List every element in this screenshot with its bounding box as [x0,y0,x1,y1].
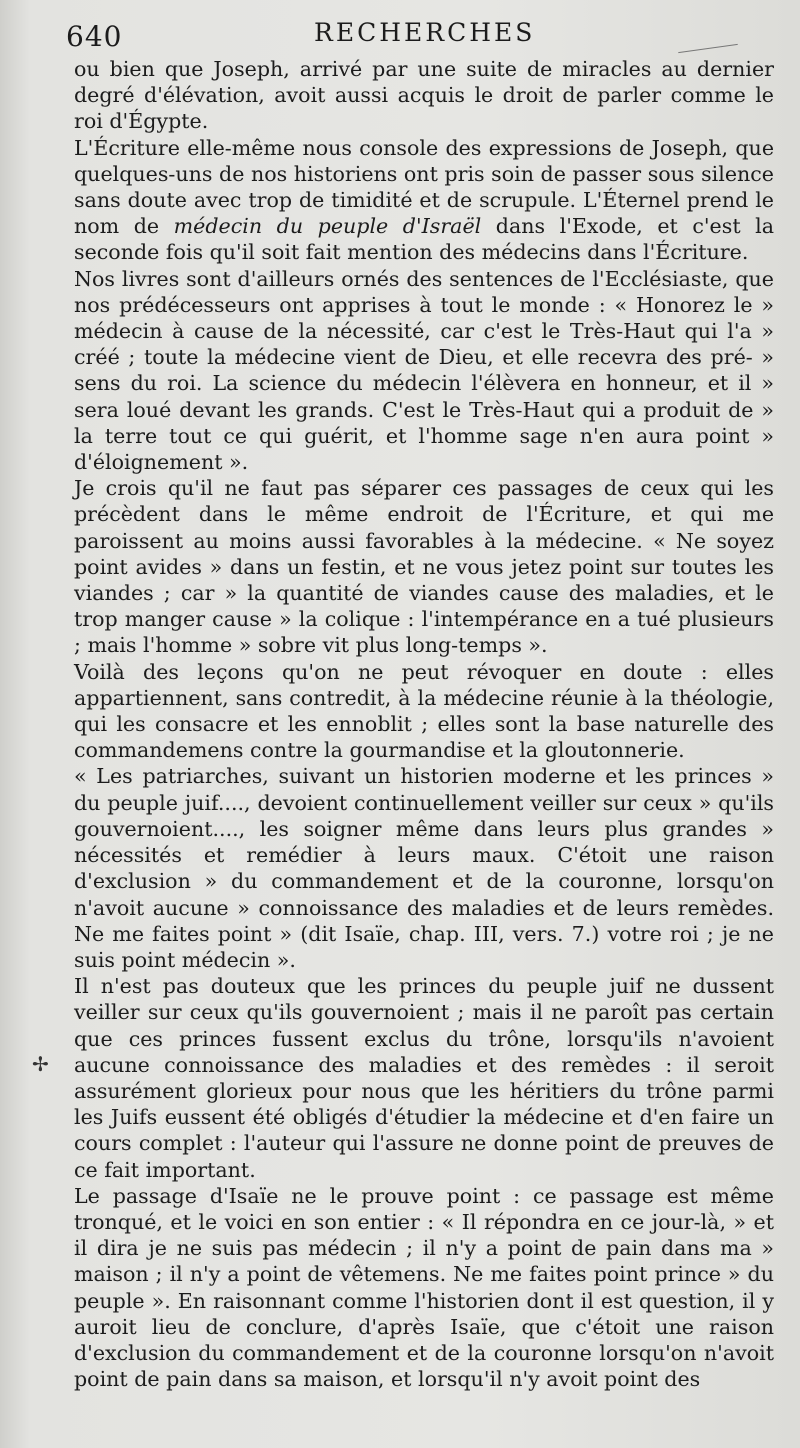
ink-scratch [678,44,738,53]
paragraph [74,763,774,973]
text-run: Voilà des leçons qu'on ne peut révoquer en doute : elles appartiennent, sans contredit, à la médecine réunie à la théologie, qui les consacre et les ennoblit ; elles sont la base naturelle des commandemens contre la gourmandise et la gloutonnerie. [74,659,774,763]
page-number: 640 [66,20,123,53]
text-run: Je crois qu'il ne faut pas séparer ces passages de ceux qui les précèdent dans le même endroit de l'Écriture, et qui me paroissent au moins aussi favorables à la médecine. « Ne soyez point avides » dans un festin, et ne vous jetez point sur toutes les viandes ; car » la quantité de viandes cause des maladies, et le trop manger cause » la colique : l'intempérance en a tué plusieurs ; mais l'homme » sobre vit plus long-temps ». [74,476,774,658]
paragraph [74,973,774,1183]
paragraph [74,659,774,764]
paragraph [74,1183,774,1393]
text-run: L'Écriture elle-même nous console des expressions de Joseph, que quelques-uns de nos historiens ont pris soin de passer sous silence sans doute avec trop de timidité et de scrupule. L'Éternel prend le nom de [74,135,774,239]
paragraph [74,266,774,476]
text-run: Le passage d'Isaïe ne le prouve point : ce passage est même tronqué, et le voici en son entier : « Il répondra en ce jour-là, » et il dira je ne suis pas médecin ; il n'y a point de pain dans ma » maison ; il n'y a point de vêtemens. Ne me faites point prince » du peuple ». En raisonnant comme l'historien dont il est question, il y auroit lieu de conclure, d'après Isaïe, que c'étoit une raison d'exclusion du commandement et de la couronne lorsqu'on n'avoit point de pain dans sa maison, et lorsqu'il n'y avoit point des [74,1183,774,1392]
paragraph [74,475,774,658]
paragraph [74,135,774,266]
body-text [74,56,774,1392]
paragraph [74,56,774,135]
text-run: Nos livres sont d'ailleurs ornés des sentences de l'Ecclésiaste, que nos prédécesseurs ont apprises à tout le monde : « Honorez le » médecin à cause de la nécessité, car c'est le Très-Haut qui l'a » créé ; toute la médecine vient de Dieu, et elle recevra des pré- » sens du roi. La science du médecin l'élèvera en honneur, et il » sera loué devant les grands. C'est le Très-Haut qui a produit de » la terre tout ce qui guérit, et l'homme sage n'en aura point » d'éloignement ». [74,266,774,475]
margin-mark: ✢ [32,1052,49,1076]
text-run: dans l'Exode, et c'est la seconde fois qu'il soit fait mention des médecins dans l'Écriture. [74,214,774,265]
text-run: ou bien que Joseph, arrivé par une suite de miracles au dernier degré d'élévation, avoit aussi acquis le droit de parler comme le roi d'Égypte. [74,57,774,134]
page-header [0,14,800,54]
italic-text: médecin du peuple d'Israël [173,214,482,239]
text-run: Il n'est pas douteux que les princes du peuple juif ne dussent veiller sur ceux qu'ils gouvernoient ; mais il ne paroît pas certain que ces princes fussent exclus du trône, lorsqu'ils n'avoient aucune connoissance des maladies et des remèdes : il seroit assurément glorieux pour nous que les héritiers du trône parmi les Juifs eussent été obligés d'étudier la médecine et d'en faire un cours complet : l'auteur qui l'assure ne donne point de preuves de ce fait important. [74,974,774,1182]
text-run: « Les patriarches, suivant un historien moderne et les princes » du peuple juif...., devoient continuellement veiller sur ceux » qu'ils gouvernoient...., les soigner même dans leurs plus grandes » nécessités et remédier à leurs maux. C'étoit une raison d'exclusion » du commandement et de la couronne, lorsqu'on n'avoit aucune » connoissance des maladies et de leurs remèdes. Ne me faites point » (dit Isaïe, chap. III, vers. 7.) votre roi ; je ne suis point médecin ». [74,764,774,972]
running-head: RECHERCHES [314,18,536,47]
